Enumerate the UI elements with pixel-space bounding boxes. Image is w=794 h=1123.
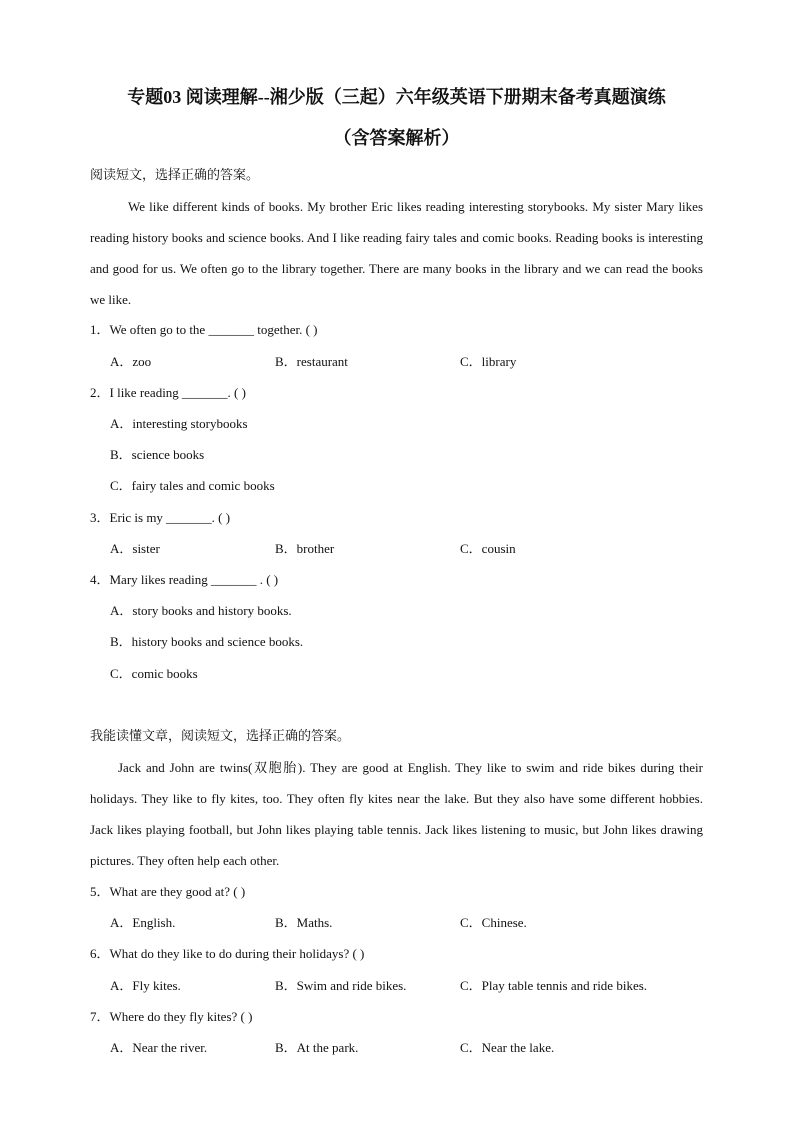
q4-option-c: C．comic books xyxy=(110,666,198,681)
q1-option-a: A．zoo xyxy=(110,354,152,369)
question-7: 7．Where do they fly kites? ( ) xyxy=(90,1009,253,1024)
section1-passage: We like different kinds of books. My brother Eric likes reading interesting storybooks. My sister Mary likes reading history books and science books. And I like reading fairy tales and comic books. Reading books is interesting and good for us. We often go to the library together. There are many books in the library and we can read the books we like. xyxy=(90,199,703,307)
section2-instruction: 我能读懂文章，阅读短文，选择正确的答案。 xyxy=(90,728,351,743)
q4-option-a: A．story books and history books. xyxy=(110,603,292,618)
q6-option-c: C．Play table tennis and ride bikes. xyxy=(460,978,648,993)
q2-option-c: C．fairy tales and comic books xyxy=(110,478,275,493)
question-4: 4．Mary likes reading _______ . ( ) xyxy=(90,572,279,587)
q7-option-c: C．Near the lake. xyxy=(460,1040,555,1055)
q5-option-c: C．Chinese. xyxy=(460,915,527,930)
question-2: 2．I like reading _______. ( ) xyxy=(90,385,246,400)
q3-option-a: A．sister xyxy=(110,541,160,556)
q6-option-b: B．Swim and ride bikes. xyxy=(275,978,407,993)
q3-option-c: C．cousin xyxy=(460,541,516,556)
q2-option-b: B．science books xyxy=(110,447,205,462)
q7-option-b: B．At the park. xyxy=(275,1040,359,1055)
q5-option-b: B．Maths. xyxy=(275,915,333,930)
q6-option-a: A．Fly kites. xyxy=(110,978,181,993)
question-3: 3．Eric is my _______. ( ) xyxy=(90,510,231,525)
q2-option-a: A．interesting storybooks xyxy=(110,416,248,431)
q7-option-a: A．Near the river. xyxy=(110,1040,208,1055)
document-subtitle: （含答案解析） xyxy=(333,128,460,148)
q5-option-a: A．English. xyxy=(110,915,176,930)
q3-option-b: B．brother xyxy=(275,541,335,556)
question-5: 5．What are they good at? ( ) xyxy=(90,884,246,899)
document-title: 专题03 阅读理解--湘少版（三起）六年级英语下册期末备考真题演练 xyxy=(127,87,666,107)
q1-option-c: C．library xyxy=(460,354,517,369)
q1-option-b: B．restaurant xyxy=(275,354,348,369)
section1-instruction: 阅读短文，选择正确的答案。 xyxy=(90,167,260,182)
q4-option-b: B．history books and science books. xyxy=(110,634,304,649)
question-1: 1．We often go to the _______ together. ( ) xyxy=(90,322,318,337)
section2-passage: Jack and John are twins(双胞胎). They are good at English. They like to swim and ride bikes during their holidays. They like to fly kites, too. They often fly kites near the lake. But they also have some different hobbies. Jack likes playing football, but John likes playing table tennis. Jack likes listening to music, but John likes drawing pictures. They often help each other. xyxy=(90,760,703,868)
question-6: 6．What do they like to do during their holidays? ( ) xyxy=(90,946,365,961)
